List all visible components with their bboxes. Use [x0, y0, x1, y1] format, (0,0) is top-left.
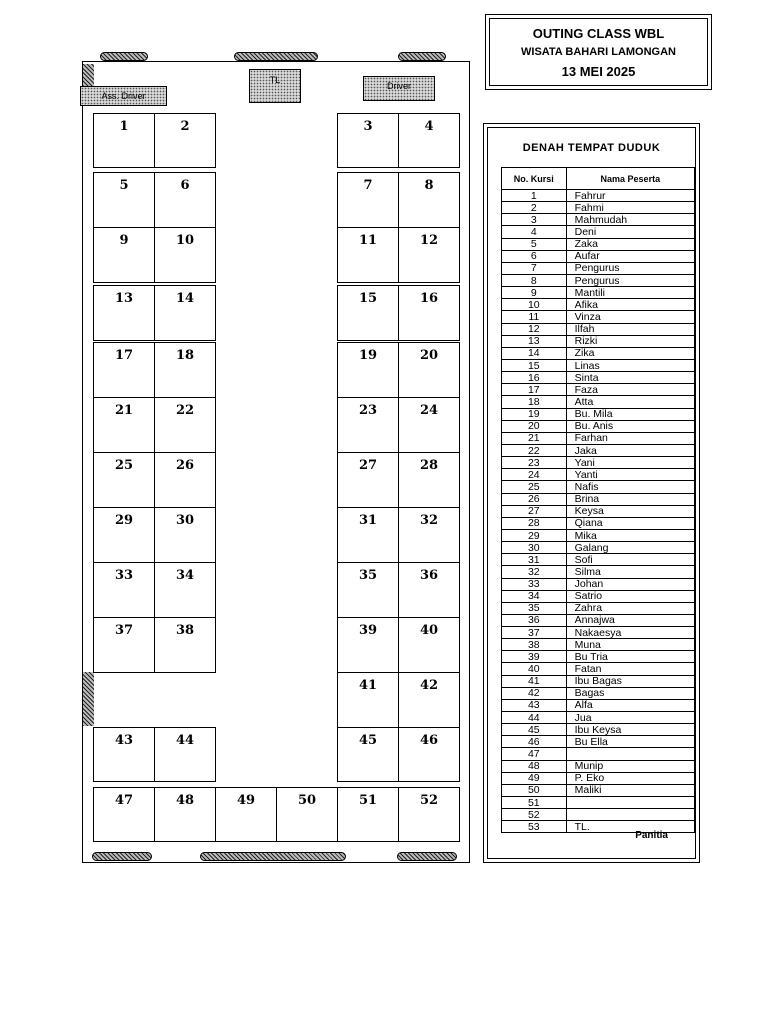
table-header-row [502, 168, 695, 190]
seat-number-cell: 9 [502, 287, 567, 299]
seat: 39 [337, 617, 399, 673]
participant-name-cell: Rizki [566, 335, 694, 347]
participant-name-cell: Mika [566, 529, 694, 541]
table-row [502, 287, 695, 299]
table-row [502, 797, 695, 809]
seat-number-cell: 20 [502, 420, 567, 432]
seat: 24 [398, 397, 460, 453]
committee-signature: Panitia [635, 830, 668, 841]
table-row [502, 517, 695, 529]
seat-number-cell: 12 [502, 323, 567, 335]
column-header-name: Nama Peserta [566, 168, 694, 190]
seat: 45 [337, 727, 399, 782]
seat: 27 [337, 452, 399, 508]
seat: 22 [154, 397, 216, 453]
seat: 30 [154, 507, 216, 563]
front-wheel-left [100, 52, 148, 61]
seat-number-cell: 19 [502, 408, 567, 420]
participant-name-cell: Deni [566, 226, 694, 238]
seat: 52 [398, 787, 460, 842]
participant-name-cell: Bu Ella [566, 736, 694, 748]
seat: 44 [154, 727, 216, 782]
participant-name-cell: Brina [566, 493, 694, 505]
seat-number-cell: 40 [502, 663, 567, 675]
participant-name-cell: Yanti [566, 469, 694, 481]
seat: 42 [398, 672, 460, 728]
table-row [502, 408, 695, 420]
seat-number-cell: 49 [502, 772, 567, 784]
seat-number-cell: 18 [502, 396, 567, 408]
seat-number-cell: 36 [502, 614, 567, 626]
seat: 5 [93, 172, 155, 228]
participant-name-cell: Alfa [566, 699, 694, 711]
table-row [502, 614, 695, 626]
participant-name-cell: Ibu Bagas [566, 675, 694, 687]
seat-number-cell: 46 [502, 736, 567, 748]
participant-name-cell: Fahmi [566, 202, 694, 214]
seat: 33 [93, 562, 155, 618]
seat: 43 [93, 727, 155, 782]
table-row [502, 226, 695, 238]
seat: 29 [93, 507, 155, 563]
table-row [502, 566, 695, 578]
participant-name-cell: Jua [566, 712, 694, 724]
participant-name-cell: Yani [566, 457, 694, 469]
seat: 3 [337, 113, 399, 168]
bus-layout [82, 61, 470, 863]
seat-number-cell: 16 [502, 372, 567, 384]
seat-number-cell: 6 [502, 250, 567, 262]
participant-name-cell: Munip [566, 760, 694, 772]
seat: 48 [154, 787, 216, 842]
seat: 18 [154, 342, 216, 398]
seating-list-inner [487, 127, 696, 859]
table-row [502, 578, 695, 590]
seat: 51 [337, 787, 399, 842]
seat: 32 [398, 507, 460, 563]
table-row [502, 250, 695, 262]
table-row [502, 687, 695, 699]
table-row [502, 323, 695, 335]
seat-number-cell: 15 [502, 359, 567, 371]
seat: 17 [93, 342, 155, 398]
table-row [502, 724, 695, 736]
seat-number-cell: 39 [502, 651, 567, 663]
seat-number-cell: 37 [502, 627, 567, 639]
seat: 4 [398, 113, 460, 168]
participant-name-cell: Zaka [566, 238, 694, 250]
table-row [502, 554, 695, 566]
seating-list-panel [483, 123, 700, 863]
participant-name-cell: Sinta [566, 372, 694, 384]
table-row [502, 469, 695, 481]
table-row [502, 784, 695, 796]
seat-number-cell: 33 [502, 578, 567, 590]
seat: 12 [398, 227, 460, 283]
seat: 38 [154, 617, 216, 673]
table-row [502, 772, 695, 784]
seat-number-cell: 28 [502, 517, 567, 529]
seat-number-cell: 17 [502, 384, 567, 396]
seat-number-cell: 31 [502, 554, 567, 566]
seat: 40 [398, 617, 460, 673]
seat: 15 [337, 285, 399, 341]
participant-name-cell: Fahrur [566, 190, 694, 202]
participant-name-cell: Bu Tria [566, 651, 694, 663]
participant-name-cell: Pengurus [566, 262, 694, 274]
table-row [502, 238, 695, 250]
table-row [502, 396, 695, 408]
seat-number-cell: 44 [502, 712, 567, 724]
seat-number-cell: 42 [502, 687, 567, 699]
participant-name-cell: Pengurus [566, 274, 694, 286]
seat: 11 [337, 227, 399, 283]
participant-name-cell: Zika [566, 347, 694, 359]
participant-name-cell: Atta [566, 396, 694, 408]
participant-name-cell: Bu. Anis [566, 420, 694, 432]
table-row [502, 651, 695, 663]
seat: 21 [93, 397, 155, 453]
front-bumper [234, 52, 318, 61]
seat-number-cell: 1 [502, 190, 567, 202]
seat: 13 [93, 285, 155, 341]
seat-number-cell: 45 [502, 724, 567, 736]
table-row [502, 347, 695, 359]
seat: 35 [337, 562, 399, 618]
seat-number-cell: 34 [502, 590, 567, 602]
seat: 41 [337, 672, 399, 728]
event-location: WISATA BAHARI LAMONGAN [521, 45, 676, 58]
seat: 8 [398, 172, 460, 228]
participant-name-cell: Afika [566, 299, 694, 311]
table-row [502, 359, 695, 371]
seat-number-cell: 10 [502, 299, 567, 311]
seat-number-cell: 22 [502, 444, 567, 456]
table-row [502, 529, 695, 541]
seat-number-cell: 13 [502, 335, 567, 347]
seat: 46 [398, 727, 460, 782]
table-row [502, 432, 695, 444]
participant-name-cell: Annajwa [566, 614, 694, 626]
table-row [502, 299, 695, 311]
seat-number-cell: 50 [502, 784, 567, 796]
table-row [502, 542, 695, 554]
participant-name-cell: Muna [566, 639, 694, 651]
seat: 49 [215, 787, 277, 842]
table-row [502, 663, 695, 675]
seating-table [501, 167, 695, 833]
participant-name-cell [566, 809, 694, 821]
seat: 1 [93, 113, 155, 168]
column-header-seat-no: No. Kursi [502, 168, 567, 190]
seat-number-cell: 25 [502, 481, 567, 493]
seat-number-cell: 11 [502, 311, 567, 323]
seat-number-cell: 3 [502, 214, 567, 226]
event-title-box [485, 14, 712, 90]
participant-name-cell: Silma [566, 566, 694, 578]
seat: 10 [154, 227, 216, 283]
participant-name-cell: Johan [566, 578, 694, 590]
table-row [502, 457, 695, 469]
participant-name-cell: Qiana [566, 517, 694, 529]
table-row [502, 627, 695, 639]
front-door [83, 64, 94, 86]
driver-seat: Driver [363, 76, 435, 101]
table-row [502, 505, 695, 517]
participant-name-cell: Maliki [566, 784, 694, 796]
table-row [502, 748, 695, 760]
participant-name-cell: Zahra [566, 602, 694, 614]
seat: 19 [337, 342, 399, 398]
participant-name-cell: Mahmudah [566, 214, 694, 226]
seat-number-cell: 41 [502, 675, 567, 687]
participant-name-cell: Nakaesya [566, 627, 694, 639]
participant-name-cell: Galang [566, 542, 694, 554]
participant-name-cell: Fatan [566, 663, 694, 675]
participant-name-cell: Bu. Mila [566, 408, 694, 420]
table-row [502, 481, 695, 493]
participant-name-cell: P. Eko [566, 772, 694, 784]
seat-number-cell: 35 [502, 602, 567, 614]
table-row [502, 274, 695, 286]
participant-name-cell: Ilfah [566, 323, 694, 335]
front-wheel-right [398, 52, 446, 61]
table-row [502, 493, 695, 505]
event-title: OUTING CLASS WBL [532, 25, 665, 41]
participant-name-cell: Bagas [566, 687, 694, 699]
seat: 14 [154, 285, 216, 341]
participant-name-cell: TL. [566, 821, 694, 833]
table-row [502, 444, 695, 456]
seat: 34 [154, 562, 216, 618]
table-row [502, 214, 695, 226]
seat-number-cell: 26 [502, 493, 567, 505]
table-row [502, 639, 695, 651]
seat-number-cell: 21 [502, 432, 567, 444]
table-row [502, 602, 695, 614]
seat: 20 [398, 342, 460, 398]
seat-number-cell: 8 [502, 274, 567, 286]
seat-number-cell: 5 [502, 238, 567, 250]
table-row [502, 335, 695, 347]
seat: 9 [93, 227, 155, 283]
seat-number-cell: 47 [502, 748, 567, 760]
seat: 31 [337, 507, 399, 563]
participant-name-cell [566, 748, 694, 760]
table-row [502, 372, 695, 384]
tl-seat: TL [249, 69, 301, 103]
seat: 47 [93, 787, 155, 842]
participant-name-cell: Ibu Keysa [566, 724, 694, 736]
seat-number-cell: 53 [502, 821, 567, 833]
seat: 2 [154, 113, 216, 168]
event-title-inner [489, 18, 708, 86]
table-row [502, 760, 695, 772]
seat: 36 [398, 562, 460, 618]
seat-number-cell: 24 [502, 469, 567, 481]
participant-name-cell: Linas [566, 359, 694, 371]
table-row [502, 384, 695, 396]
event-date: 13 MEI 2025 [561, 63, 636, 79]
seat-number-cell: 32 [502, 566, 567, 578]
seat: 26 [154, 452, 216, 508]
seat: 6 [154, 172, 216, 228]
seat-number-cell: 27 [502, 505, 567, 517]
seat: 28 [398, 452, 460, 508]
table-row [502, 712, 695, 724]
participant-name-cell: Nafis [566, 481, 694, 493]
participant-name-cell: Keysa [566, 505, 694, 517]
seat: 25 [93, 452, 155, 508]
participant-name-cell: Aufar [566, 250, 694, 262]
seat-number-cell: 7 [502, 262, 567, 274]
table-row [502, 590, 695, 602]
seat-number-cell: 43 [502, 699, 567, 711]
seat-number-cell: 29 [502, 529, 567, 541]
table-row [502, 262, 695, 274]
seat-number-cell: 38 [502, 639, 567, 651]
participant-name-cell [566, 797, 694, 809]
participant-name-cell: Mantili [566, 287, 694, 299]
ass-driver-seat: Ass. Driver [80, 86, 167, 106]
seat: 50 [276, 787, 338, 842]
table-row [502, 190, 695, 202]
seat-number-cell: 48 [502, 760, 567, 772]
table-row [502, 675, 695, 687]
rear-door [83, 672, 94, 726]
seating-list-title: DENAH TEMPAT DUDUK [522, 142, 661, 154]
seat: 23 [337, 397, 399, 453]
participant-name-cell: Jaka [566, 444, 694, 456]
table-row [502, 420, 695, 432]
seat: 7 [337, 172, 399, 228]
table-row [502, 809, 695, 821]
table-row [502, 736, 695, 748]
participant-name-cell: Sofi [566, 554, 694, 566]
participant-name-cell: Faza [566, 384, 694, 396]
table-row [502, 202, 695, 214]
participant-name-cell: Farhan [566, 432, 694, 444]
seat-number-cell: 14 [502, 347, 567, 359]
seat: 37 [93, 617, 155, 673]
participant-name-cell: Vinza [566, 311, 694, 323]
seat-number-cell: 51 [502, 797, 567, 809]
seat-number-cell: 52 [502, 809, 567, 821]
participant-name-cell: Satrio [566, 590, 694, 602]
seat-number-cell: 2 [502, 202, 567, 214]
table-row [502, 699, 695, 711]
seat: 16 [398, 285, 460, 341]
seat-number-cell: 23 [502, 457, 567, 469]
seat-number-cell: 4 [502, 226, 567, 238]
seat-number-cell: 30 [502, 542, 567, 554]
table-row [502, 311, 695, 323]
